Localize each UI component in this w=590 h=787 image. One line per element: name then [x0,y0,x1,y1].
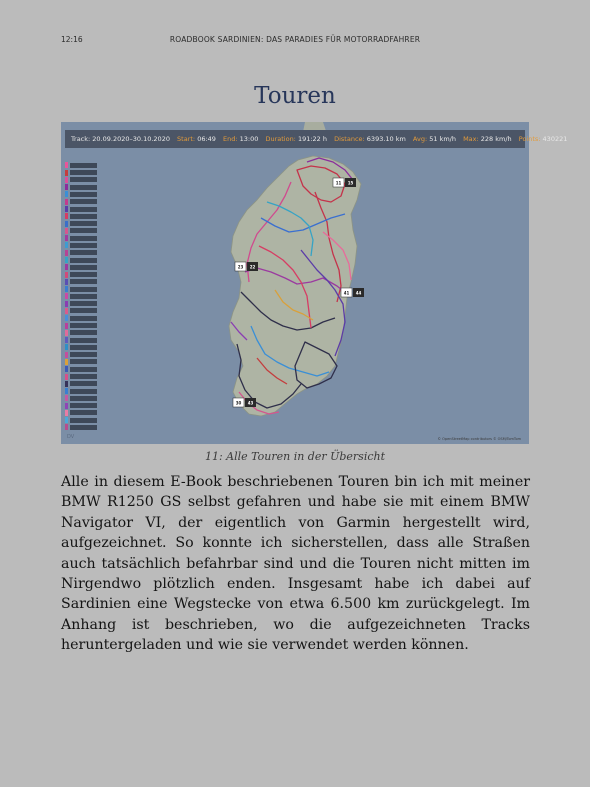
legend-bar [70,301,97,306]
legend-swatch [65,286,68,292]
legend-swatch [65,184,68,190]
legend-item[interactable] [65,337,97,344]
legend-bar [70,389,97,394]
legend-swatch [65,337,68,343]
legend-bar [70,367,97,372]
map-watermark: DV [67,434,75,440]
legend-item[interactable] [65,402,97,409]
legend-bar [70,199,97,204]
legend-item[interactable] [65,264,97,271]
legend-item[interactable] [65,198,97,205]
legend-swatch [65,381,68,387]
legend-item[interactable] [65,417,97,424]
map-label: 30 [235,400,242,406]
legend-swatch [65,352,68,358]
legend-swatch [65,162,68,168]
start-label: Start: [177,135,196,143]
legend-swatch [65,395,68,401]
legend-swatch [65,374,68,380]
map-label: 15 [347,180,354,186]
legend-item[interactable] [65,162,97,169]
start-value: 06:49 [197,135,216,143]
legend-swatch [65,264,68,270]
legend-item[interactable] [65,249,97,256]
legend-bar [70,243,97,248]
map-label: 44 [355,290,362,296]
legend-swatch [65,344,68,350]
legend-item[interactable] [65,380,97,387]
legend-item[interactable] [65,286,97,293]
legend-bar [70,185,97,190]
map-label: 22 [249,264,256,270]
legend-item[interactable] [65,228,97,235]
end-label: End: [223,135,238,143]
track-info-bar [65,130,568,148]
legend-item[interactable] [65,322,97,329]
legend-bar [70,177,97,182]
legend-swatch [65,403,68,409]
legend-bar [70,425,97,430]
legend-bar [70,287,97,292]
legend-bar [70,338,97,343]
legend-item[interactable] [65,271,97,278]
figure-caption: 11: Alle Touren in der Übersicht [204,450,386,463]
legend-bar [70,410,97,415]
track-label: Track: [71,135,91,143]
legend-item[interactable] [65,257,97,264]
legend-swatch [65,199,68,205]
legend-item[interactable] [65,388,97,395]
legend-item[interactable] [65,206,97,213]
legend-item[interactable] [65,366,97,373]
legend-swatch [65,293,68,299]
legend-bar [70,396,97,401]
map-label: 43 [247,400,254,406]
legend-bar [70,330,97,335]
legend-bar [70,418,97,423]
legend-item[interactable] [65,184,97,191]
legend-bar [70,308,97,313]
legend-item[interactable] [65,300,97,307]
legend-item[interactable] [65,308,97,315]
legend-bar [70,265,97,270]
legend-swatch [65,242,68,248]
map-figure[interactable] [61,122,568,444]
legend-bar [70,207,97,212]
legend-bar [70,163,97,168]
legend-bar [70,279,97,284]
points-value: 430221 [542,135,568,143]
legend-swatch [65,359,68,365]
body-paragraph: Alle in diesem E-Book beschriebenen Touren bin ich mit meiner BMW R1250 GS selbst gefahren und habe sie mit einem BMW Navigator VI, der eigentlich von Garmin hergestellt wird, aufgezeichnet. So konnte ich sicherstellen, dass alle Straßen auch tatsächlich befahrbar sind und die Touren nicht mitten im Nirgendwo plötzlich enden. Insgesamt habe ich dabei auf Sardinien eine Wegstecke von etwa 6.500 km zurückgelegt. Im Anhang ist beschrieben, wo die aufgezeichneten Tracks heruntergeladen und wie sie verwendet werden können. [61,474,530,654]
legend-bar [70,316,97,321]
duration-value: 191:22 h [297,135,328,143]
legend-item[interactable] [65,395,97,402]
legend-item[interactable] [65,351,97,358]
max-value: 228 km/h [480,135,512,143]
legend-swatch [65,279,68,285]
legend-bar [70,221,97,226]
legend-item[interactable] [65,373,97,380]
book-title: ROADBOOK SARDINIEN: DAS PARADIES FÜR MOTORRADFAHRER [169,35,421,44]
distance-value: 6393.10 km [366,135,406,143]
legend-swatch [65,424,68,430]
legend-swatch [65,410,68,416]
distance-label: Distance: [334,135,365,143]
legend-item[interactable] [65,191,97,198]
legend-swatch [65,177,68,183]
end-value: 13:00 [239,135,259,143]
legend-swatch [65,257,68,263]
legend-swatch [65,323,68,329]
avg-label: Avg: [412,135,428,143]
legend-swatch [65,366,68,372]
legend-item[interactable] [65,242,97,249]
duration-label: Duration: [265,135,296,143]
legend-bar [70,403,97,408]
legend-item[interactable] [65,424,97,431]
chapter-title: Touren [254,83,336,109]
legend-item[interactable] [65,279,97,286]
points-label: Points: [518,135,541,143]
map-label: 11 [335,180,342,186]
clock: 12:16 [61,35,83,44]
legend-bar [70,352,97,357]
legend-swatch [65,206,68,212]
legend-swatch [65,235,68,241]
status-bar [0,33,590,47]
legend-item[interactable] [65,344,97,351]
legend-item[interactable] [65,177,97,184]
legend-swatch [65,250,68,256]
legend-bar [70,374,97,379]
legend-swatch [65,170,68,176]
legend-item[interactable] [65,359,97,366]
avg-value: 51 km/h [429,135,456,143]
legend-swatch [65,308,68,314]
legend-bar [70,323,97,328]
legend-bar [70,170,97,175]
legend-item[interactable] [65,329,97,336]
legend-bar [70,359,97,364]
legend-swatch [65,221,68,227]
legend-swatch [65,228,68,234]
legend-swatch [65,417,68,423]
legend-swatch [65,272,68,278]
legend-bar [70,294,97,299]
legend-item[interactable] [65,293,97,300]
max-label: Max: [463,135,479,143]
legend-bar [70,272,97,277]
map-credits: © OpenStreetMap contributors © OSM/TomTom [437,437,521,441]
legend-swatch [65,213,68,219]
legend-swatch [65,191,68,197]
legend-bar [70,228,97,233]
legend-swatch [65,301,68,307]
legend-swatch [65,315,68,321]
legend-bar [70,258,97,263]
map-label: 23 [237,264,244,270]
legend-bar [70,192,97,197]
legend-bar [70,214,97,219]
legend-bar [70,381,97,386]
map-label: 41 [343,290,350,296]
legend-bar [70,345,97,350]
legend-item[interactable] [65,315,97,322]
legend-bar [70,236,97,241]
legend-item[interactable] [65,410,97,417]
legend-swatch [65,330,68,336]
track-legend [65,162,97,431]
legend-item[interactable] [65,235,97,242]
legend-item[interactable] [65,220,97,227]
legend-item[interactable] [65,169,97,176]
legend-item[interactable] [65,213,97,220]
track-value: 20.09.2020–30.10.2020 [92,135,170,143]
map-image [61,122,529,444]
legend-swatch [65,388,68,394]
legend-bar [70,250,97,255]
